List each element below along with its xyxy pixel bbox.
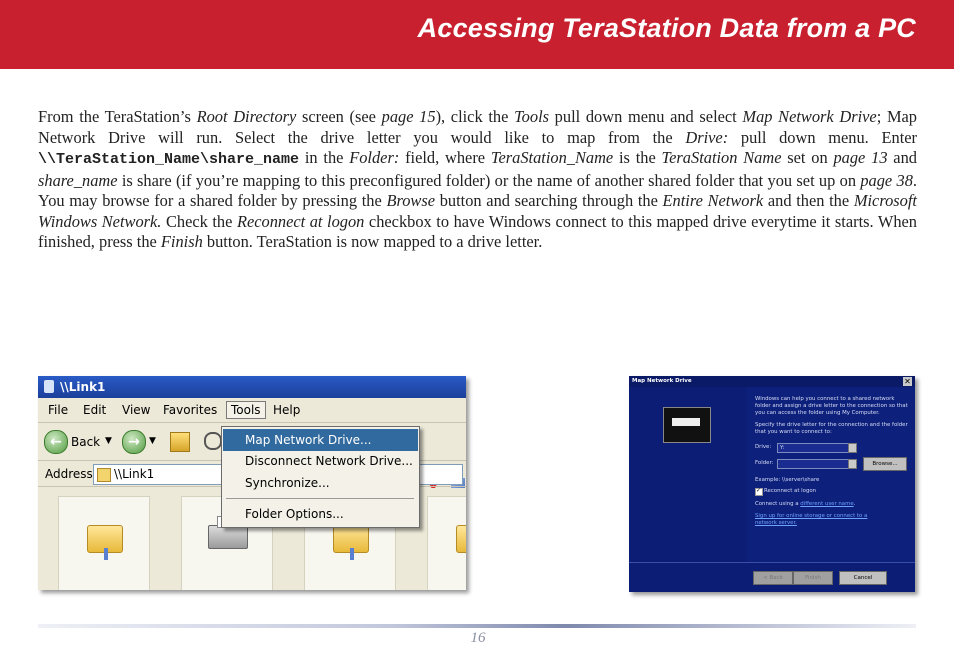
connect-suffix: .: [853, 501, 856, 507]
menu-edit[interactable]: Edit: [83, 403, 107, 417]
different-user-link[interactable]: different user name: [800, 501, 854, 507]
menu-item-map-network-drive[interactable]: [223, 429, 418, 451]
chevron-down-icon[interactable]: [848, 459, 857, 469]
emphasis: Map Network Drive: [742, 107, 877, 126]
dialog-titlebar: [629, 376, 915, 387]
folder-up-icon[interactable]: [170, 432, 190, 452]
menu-item-label: Synchronize...: [245, 476, 330, 490]
text-run: checkbox to have Windows connect to this mapped drive everytime it starts. When finished, press the: [38, 211, 917, 251]
network-folder-icon: [97, 468, 111, 482]
explorer-title: \\Link1: [60, 380, 106, 394]
finish-button[interactable]: Finish: [793, 571, 833, 585]
signup-link[interactable]: Sign up for online storage or connect to a: [755, 513, 868, 519]
close-icon[interactable]: ✕: [904, 377, 911, 386]
dialog-intro: you can access the folder using My Computer.: [755, 410, 880, 416]
emphasis: Browse: [386, 191, 436, 210]
menu-item-disconnect-network-drive[interactable]: [223, 450, 418, 472]
menu-help[interactable]: Help: [273, 403, 301, 417]
forward-arrow-icon[interactable]: →: [122, 430, 146, 454]
address-label: Address: [45, 467, 93, 481]
emphasis: Entire Network: [662, 191, 764, 210]
chevron-down-icon[interactable]: [848, 443, 857, 453]
dialog-title: Map Network Drive: [632, 378, 692, 384]
connect-using-line: [755, 501, 855, 507]
text-run: From the TeraStation’s: [38, 107, 197, 126]
emphasis: TeraStation Name: [661, 148, 782, 167]
network-icon: [44, 380, 54, 393]
connect-prefix: Connect using a: [755, 501, 801, 507]
explorer-menubar: [38, 398, 466, 423]
dialog-button-bar: [629, 562, 915, 592]
emphasis: Tools: [514, 107, 549, 126]
address-value: \\Link1: [114, 467, 155, 481]
signup-link[interactable]: network server.: [755, 520, 797, 526]
page-number: 16: [470, 630, 486, 646]
menu-view[interactable]: View: [122, 403, 151, 417]
text-run: is the: [613, 148, 662, 167]
explorer-titlebar: [38, 376, 466, 398]
dialog-illustration: [629, 387, 747, 562]
share-folder-tile[interactable]: [58, 496, 150, 590]
path-example: \\TeraStation_Name\share_name: [38, 151, 300, 168]
shared-folder-icon: [456, 525, 466, 553]
menu-item-synchronize[interactable]: [223, 472, 418, 494]
menu-tools[interactable]: Tools: [226, 401, 266, 419]
share-folder-tile[interactable]: [427, 496, 466, 590]
drive-select[interactable]: [777, 443, 849, 453]
text-run: pull down menu. Enter: [728, 127, 917, 147]
text-run: Check the: [161, 211, 237, 231]
instructions-paragraph: [38, 107, 917, 253]
folder-input[interactable]: [777, 459, 849, 469]
text-run: ; Map Network Drive will run. Select the drive letter you would like to map from the: [38, 107, 917, 147]
drive-value: Y:: [780, 445, 785, 451]
text-run: field, where: [399, 148, 491, 167]
map-network-drive-dialog-screenshot: [629, 376, 915, 592]
text-run: pull down menu and select: [549, 107, 743, 126]
emphasis: page 38: [860, 170, 913, 190]
reconnect-label: Reconnect at logon: [764, 488, 817, 494]
emphasis: Folder:: [349, 148, 400, 167]
emphasis: page 15: [381, 107, 436, 126]
shared-folder-icon: [333, 525, 369, 553]
text-run: screen (see: [296, 107, 382, 126]
text-run: button and searching through the: [435, 191, 663, 210]
text-run: and: [887, 148, 917, 167]
emphasis: Finish: [160, 232, 203, 251]
dialog-spec: that you want to connect to:: [755, 429, 832, 435]
chevron-down-icon[interactable]: ▼: [105, 436, 112, 446]
dialog-body: [747, 387, 915, 562]
text-run: . You may browse for a shared folder by pressing the: [38, 170, 917, 210]
page-title: Accessing TeraStation Data from a PC: [417, 13, 916, 43]
text-run: in the: [299, 148, 350, 167]
printer-icon: [208, 525, 248, 549]
menu-item-folder-options[interactable]: [223, 503, 418, 525]
back-button[interactable]: < Back: [753, 571, 793, 585]
search-icon[interactable]: [204, 432, 222, 450]
emphasis: TeraStation_Name: [490, 148, 614, 167]
text-run: ), click the: [435, 107, 515, 126]
folder-example: Example: \\server\share: [755, 477, 820, 483]
dialog-spec: Specify the drive letter for the connection and the folder: [755, 422, 908, 428]
chevron-down-icon[interactable]: ▼: [149, 436, 156, 446]
menu-item-label: Folder Options...: [245, 507, 344, 521]
reconnect-checkbox[interactable]: [755, 488, 763, 496]
emphasis: Drive:: [685, 127, 729, 147]
dialog-intro: folder and assign a drive letter to the connection so that: [755, 403, 908, 409]
emphasis: Root Directory: [196, 107, 297, 126]
cancel-button[interactable]: Cancel: [839, 571, 887, 585]
menu-file[interactable]: File: [48, 403, 69, 417]
footer-rule: [38, 624, 916, 628]
back-arrow-icon[interactable]: ←: [44, 430, 68, 454]
checkmark-icon: ✓: [756, 487, 762, 494]
menu-item-label: Disconnect Network Drive...: [245, 454, 413, 468]
tools-dropdown-menu: [221, 426, 420, 528]
dialog-intro: Windows can help you connect to a shared network: [755, 396, 895, 402]
text-run: is share (if you’re mapping to this preconfigured folder) or the name of another shared folder that you set up on: [117, 170, 861, 190]
emphasis: Reconnect at logon: [236, 211, 365, 231]
emphasis: page 13: [833, 148, 888, 167]
header-banner: [0, 0, 954, 69]
menu-favorites[interactable]: Favorites: [163, 403, 218, 417]
text-run: and then the: [763, 191, 854, 210]
emphasis: share_name: [38, 170, 118, 190]
drive-label: Drive:: [755, 444, 772, 450]
network-drive-icon: [663, 407, 711, 443]
text-run: button. TeraStation is now mapped to a drive letter.: [202, 232, 543, 251]
browse-button[interactable]: Browse...: [863, 457, 907, 471]
menu-item-label: Map Network Drive...: [245, 433, 372, 447]
shared-folder-icon: [87, 525, 123, 553]
menu-separator: [226, 498, 414, 499]
folder-label: Folder:: [755, 460, 774, 466]
back-button-label[interactable]: Back: [71, 435, 101, 449]
text-run: set on: [781, 148, 834, 167]
emphasis: Microsoft Windows Network.: [38, 191, 917, 231]
